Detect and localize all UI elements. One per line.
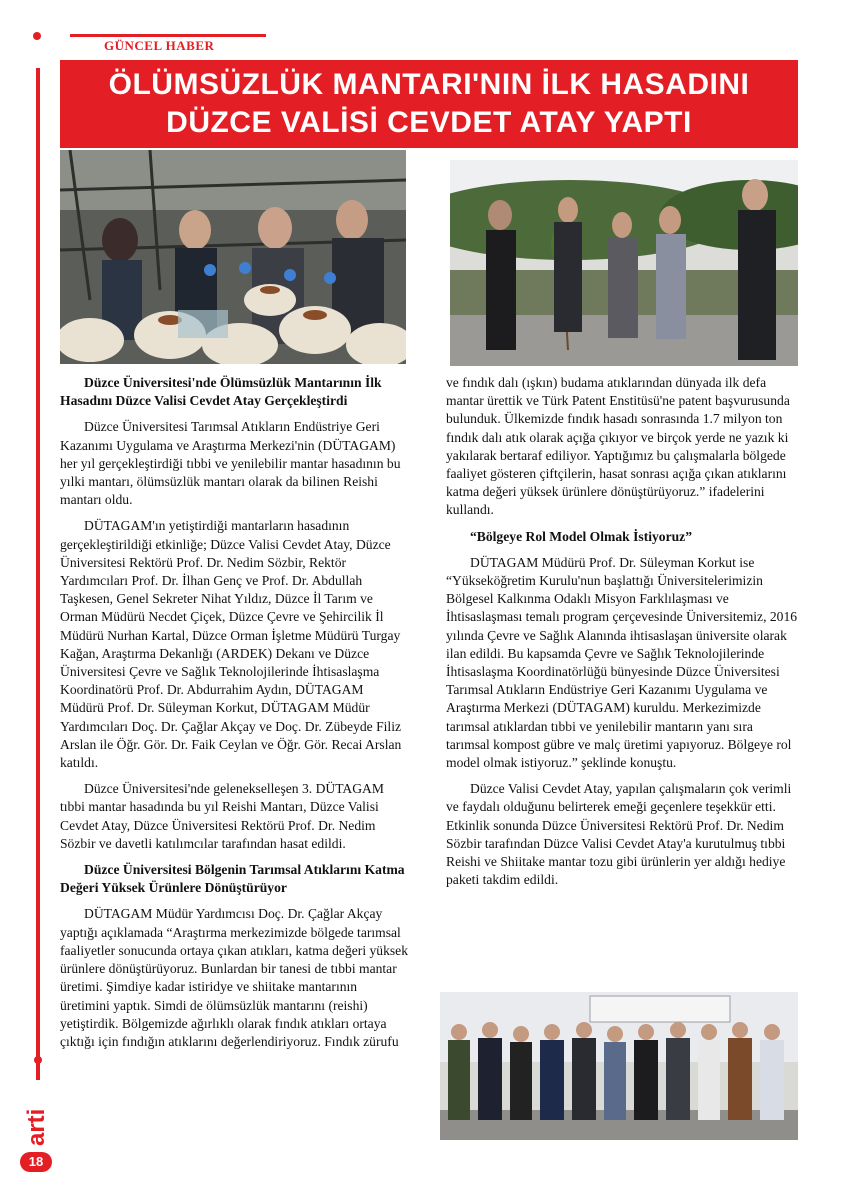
body-paragraph: DÜTAGAM Müdür Yardımcısı Doç. Dr. Çağlar Akçay yaptığı açıklamada “Araştırma merkezimizde bölgede tarımsal faaliyetler sonucunda ortaya çıkan atıkları, katma değeri yüksek ürünlere dönüştürüyoruz. Bunlardan bir tanesi de tıbbi mantar üretimi. Şimdiye kadar istiridye ve shiitake mantarının üretimini yaptık. Simdi de ölümsüzlük mantarını (reishi) yetiştirdik. Bölgemizde ağırlıklı olarak fındık atıkları ortaya çıktığı için fındığın atıklarını değerlendiriyoruz. Fındık zürufu	[60, 906, 409, 1049]
group-photo	[440, 992, 798, 1140]
page-number: 18	[20, 1152, 52, 1172]
headline-line-1: ÖLÜMSÜZLÜK MANTARI'NIN İLK HASADINI	[108, 68, 750, 101]
body-paragraph: Düzce Üniversitesi Tarımsal Atıkların Endüstriye Geri Kazanımı Uygulama ve Araştırma Merkezi'nin (DÜTAGAM) her yıl gerçekleştirdiği tıbbi ve yenilebilir mantar hasadının bu yılki mantarı, ölümsüzlük mantarı olarak da bilinen Reishi mantarı oldu.	[60, 419, 401, 508]
left-text-column	[60, 374, 410, 1059]
headline-line-2: DÜZCE VALİSİ CEVDET ATAY YAPTI	[166, 106, 692, 139]
right-text-column	[446, 374, 798, 897]
body-paragraph: Düzce Valisi Cevdet Atay, yapılan çalışmaların çok verimli ve faydalı olduğunu belirterek emeği geçenlere teşekkür etti. Etkinlik sonunda Düzce Üniversitesi Rektörü Prof. Dr. Nedim Sözbir tarafından Düzce Valisi Cevdet Atay'a kurutulmuş tıbbi Reishi ve Shiitake mantar tozu gibi ürünlerin yer aldığı hediye paketi takdim edildi.	[446, 781, 792, 888]
subheading: Düzce Üniversitesi Bölgenin Tarımsal Atıklarını Katma Değeri Yüksek Ürünlere Dönüştürüyor	[60, 862, 405, 896]
body-paragraph: DÜTAGAM'ın yetiştirdiği mantarların hasadının gerçekleştirildiği etkinliğe; Düzce Valisi Cevdet Atay, Düzce Üniversitesi Rektörü Prof. Dr. Nedim Sözbir, Rektör Yardımcıları Prof. Dr. İlhan Genç ve Prof. Dr. Abdullah Taşkesen, Genel Sekreter Nihat Yıldız, Düzce İl Tarım ve Orman Müdürü Necdet Çiçek, Düzce Çevre ve Şehircilik İl Müdürü Nurhan Kartal, Düzce Orman İşletme Müdürü Turgay Kağan, Araştırma Dekanlığı (ARDEK) Dekanı ve Düzce Üniversitesi Çevre ve Sağlık Teknolojilerinde İhtisaslaşma Koordinatörü Prof. Dr. Abdurrahim Aydın, DÜTAGAM Müdürü Prof. Dr. Süleyman Korkut, DÜTAGAM Müdür Yardımcıları Doç. Dr. Çağlar Akçay ve Doç. Dr. Zübeyde Filiz Arslan ile Öğr. Gör. Dr. Faik Ceylan ve Öğr. Gör. Recai Arslan katıldı.	[60, 518, 402, 771]
section-label: GÜNCEL HABER	[104, 38, 215, 53]
top-accent-dot	[33, 32, 41, 40]
subheading: Düzce Üniversitesi'nde Ölümsüzlük Mantarının İlk Hasadını Düzce Valisi Cevdet Atay Gerçekleştirdi	[60, 375, 382, 409]
svg-text:arti: arti	[23, 1108, 50, 1146]
top-accent-rule	[70, 34, 266, 37]
body-paragraph: DÜTAGAM Müdürü Prof. Dr. Süleyman Korkut ise “Yükseköğretim Kurulu'nun başlattığı Üniversitelerimizin Bölgesel Kalkınma Odaklı Misyon Farklılaşması ve İhtisaslaşması temalı program çerçevesinde Üniversitemiz, 2016 yılında Çevre ve Sağlık Alanında ihtisaslaşan üniversite olarak ilan edildi. Bu kapsamda Çevre ve Sağlık Teknolojilerinde İhtisaslaşma Koordinatörlüğü bünyesinde Düzce Üniversitesi Tarımsal Atıkların Endüstriye Geri Kazanımı Uygulama ve Araştırma Merkezi (DÜTAGAM) kuruldu. Merkezimizde tarımsal atıklardan tıbbi ve yenilebilir mantarın yanı sıra tarımsal kompost gübre ve malç üretimi yapıyoruz. Bölgeye rol model olmak istiyoruz.” şeklinde konuştu.	[446, 554, 798, 771]
subheading: “Bölgeye Rol Model Olmak İstiyoruz”	[470, 528, 693, 544]
outdoor-visit-photo	[450, 160, 798, 366]
body-paragraph: Düzce Üniversitesi'nde gelenekselleşen 3. DÜTAGAM tıbbi mantar hasadında bu yıl Reishi Mantarı, Düzce Valisi Cevdet Atay, Düzce Üniversitesi Rektörü Prof. Dr. Nedim Sözbir ve davetli katılımcılar tarafından hasat edildi.	[60, 781, 384, 851]
left-accent-rule	[36, 68, 40, 1080]
headline-banner	[60, 60, 798, 148]
body-paragraph-continued: ve fındık dalı (ışkın) budama atıklarından dünyada ilk defa mantar ürettik ve Türk Patent Enstitüsü'ne patent başvurusunda bulunduk. Ülkemizde fındık hasadı sonrasında 1.7 milyon ton fındık dalı atık olarak açığa çıkıyor ve birçok yerde ne yazık ki yakılarak bertaraf ediliyor. Yaptığımız bu çalışmalarla bölgede faaliyet gösteren çiftçilerin, hasat sonrası açığa çıkan atıklarını katma değeri yüksek ürünlere dönüştürüyoruz.” ifadelerini kullandı.	[446, 375, 790, 518]
harvest-photo	[60, 150, 406, 364]
magazine-logo	[22, 1050, 52, 1150]
